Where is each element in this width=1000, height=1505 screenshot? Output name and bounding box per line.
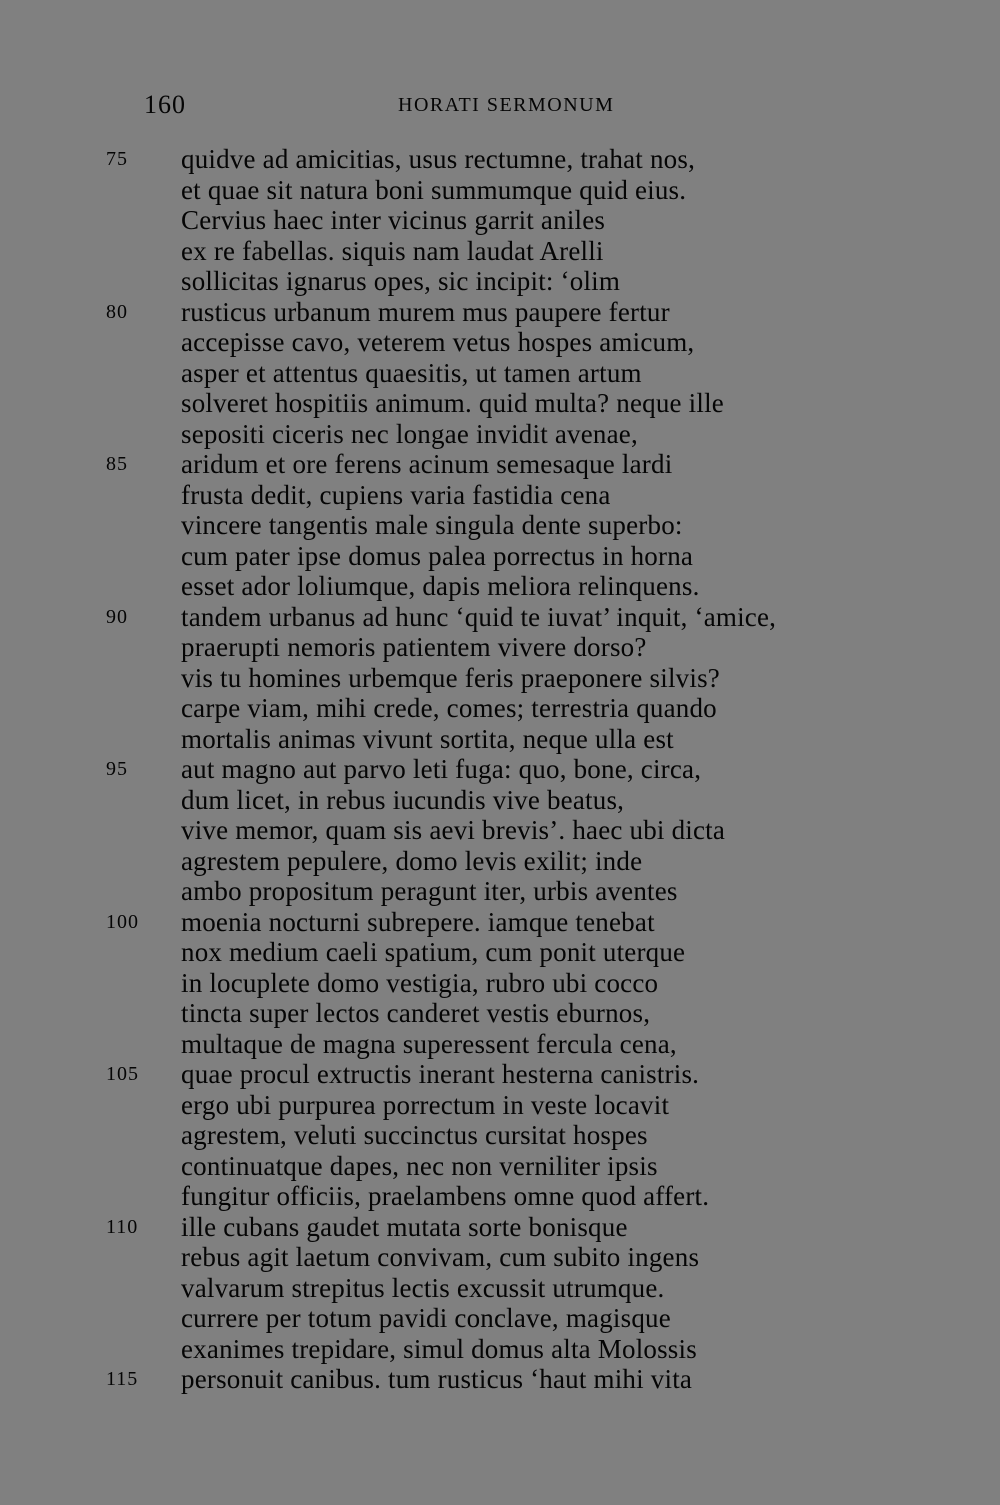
verse-line <box>0 1120 1000 1151</box>
verse-line <box>0 1212 1000 1243</box>
verse-line <box>0 541 1000 572</box>
verse-line <box>0 1273 1000 1304</box>
verse-line <box>0 754 1000 785</box>
verse-line <box>0 1303 1000 1334</box>
verse-line <box>0 1151 1000 1182</box>
verse-text: esset ador loliumque, dapis meliora relinquens. <box>181 571 700 601</box>
verse-text: asper et attentus quaesitis, ut tamen artum <box>181 357 642 388</box>
poem-text <box>0 144 1000 1395</box>
verse-text: agrestem pepulere, domo levis exilit; inde <box>181 845 643 876</box>
line-number: 105 <box>106 1063 139 1085</box>
line-number: 95 <box>106 758 128 780</box>
verse-text: exanimes trepidare, simul domus alta Molossis <box>181 1333 697 1364</box>
verse-line <box>0 1242 1000 1273</box>
verse-line <box>0 571 1000 602</box>
verse-line <box>0 815 1000 846</box>
verse-text: sepositi ciceris nec longae invidit avenae, <box>181 418 638 449</box>
page-header <box>0 90 1000 126</box>
verse-text: quae procul extructis inerant hesterna canistris. <box>181 1059 700 1089</box>
verse-line <box>0 937 1000 968</box>
verse-line <box>0 388 1000 419</box>
verse-text: continuatque dapes, nec non verniliter ipsis <box>181 1150 658 1181</box>
verse-line <box>0 1059 1000 1090</box>
line-number: 90 <box>106 605 128 628</box>
verse-text: nox medium caeli spatium, cum ponit uterque <box>181 937 686 967</box>
verse-text: in locuplete domo vestigia, rubro ubi cocco <box>181 967 659 998</box>
verse-text: praerupti nemoris patientem vivere dorso? <box>181 632 647 662</box>
verse-text: mortalis animas vivunt sortita, neque ulla est <box>181 723 674 754</box>
verse-line <box>0 632 1000 663</box>
verse-text: carpe viam, mihi crede, comes; terrestria quando <box>181 693 717 723</box>
verse-line <box>0 236 1000 267</box>
verse-text: tandem urbanus ad hunc ‘quid te iuvat’ inquit, ‘amice, <box>181 601 777 632</box>
verse-line <box>0 266 1000 297</box>
verse-line <box>0 998 1000 1029</box>
verse-line <box>0 175 1000 206</box>
verse-text: dum licet, in rebus iucundis vive beatus, <box>181 784 625 815</box>
verse-text: et quae sit natura boni summumque quid eius. <box>181 174 687 205</box>
verse-line <box>0 419 1000 450</box>
verse-text: personuit canibus. tum rusticus ‘haut mihi vita <box>181 1364 693 1394</box>
verse-text: sollicitas ignarus opes, sic incipit: ‘olim <box>181 266 621 296</box>
line-number: 100 <box>106 910 139 933</box>
verse-line <box>0 358 1000 389</box>
verse-text: cum pater ipse domus palea porrectus in horna <box>181 540 694 571</box>
verse-line <box>0 144 1000 175</box>
verse-text: accepisse cavo, veterem vetus hospes amicum, <box>181 327 695 357</box>
verse-text: agrestem, veluti succinctus cursitat hospes <box>181 1120 648 1150</box>
verse-text: quidve ad amicitias, usus rectumne, trahat nos, <box>181 144 696 174</box>
verse-text: rebus agit laetum convivam, cum subito ingens <box>181 1242 700 1272</box>
verse-text: rusticus urbanum murem mus paupere fertur <box>181 296 670 327</box>
verse-line <box>0 449 1000 480</box>
verse-text: aut magno aut parvo leti fuga: quo, bone, circa, <box>181 754 702 784</box>
verse-text: Cervius haec inter vicinus garrit aniles <box>181 205 606 235</box>
verse-text: ille cubans gaudet mutata sorte bonisque <box>181 1211 628 1242</box>
line-number: 110 <box>106 1215 139 1238</box>
verse-line <box>0 693 1000 724</box>
verse-text: vive memor, quam sis aevi brevis’. haec ubi dicta <box>181 815 726 845</box>
verse-text: ambo propositum peragunt iter, urbis aventes <box>181 876 678 906</box>
verse-line <box>0 297 1000 328</box>
line-number: 115 <box>106 1368 139 1390</box>
verse-text: multaque de magna superessent fercula cena, <box>181 1028 677 1059</box>
verse-text: fungitur officiis, praelambens omne quod affert. <box>181 1181 710 1211</box>
verse-line <box>0 876 1000 907</box>
verse-line <box>0 1334 1000 1365</box>
verse-text: valvarum strepitus lectis excussit utrumque. <box>181 1272 665 1303</box>
line-number: 80 <box>106 300 128 323</box>
verse-line <box>0 724 1000 755</box>
verse-line <box>0 327 1000 358</box>
verse-text: aridum et ore ferens acinum semesaque lardi <box>181 449 673 479</box>
verse-text: vincere tangentis male singula dente superbo: <box>181 510 683 540</box>
line-number: 85 <box>106 453 128 475</box>
verse-line <box>0 1029 1000 1060</box>
verse-line <box>0 480 1000 511</box>
verse-line <box>0 1364 1000 1395</box>
verse-line <box>0 907 1000 938</box>
verse-text: frusta dedit, cupiens varia fastidia cena <box>181 479 611 510</box>
verse-text: currere per totum pavidi conclave, magisque <box>181 1303 671 1333</box>
verse-text: tincta super lectos canderet vestis eburnos, <box>181 998 651 1028</box>
verse-text: ergo ubi purpurea porrectum in veste locavit <box>181 1089 670 1120</box>
verse-line <box>0 205 1000 236</box>
line-number: 75 <box>106 148 128 170</box>
verse-text: moenia nocturni subrepere. iamque tenebat <box>181 906 655 937</box>
verse-line <box>0 510 1000 541</box>
verse-line <box>0 968 1000 999</box>
verse-line <box>0 663 1000 694</box>
verse-line <box>0 846 1000 877</box>
verse-line <box>0 785 1000 816</box>
verse-text: ex re fabellas. siquis nam laudat Arelli <box>181 235 604 266</box>
verse-line <box>0 602 1000 633</box>
verse-text: vis tu homines urbemque feris praeponere silvis? <box>181 662 720 693</box>
page-number: 160 <box>144 90 186 119</box>
verse-text: solveret hospitiis animum. quid multa? neque ille <box>181 388 724 418</box>
verse-line <box>0 1181 1000 1212</box>
verse-line <box>0 1090 1000 1121</box>
running-title: HORATI SERMONUM <box>398 94 615 116</box>
